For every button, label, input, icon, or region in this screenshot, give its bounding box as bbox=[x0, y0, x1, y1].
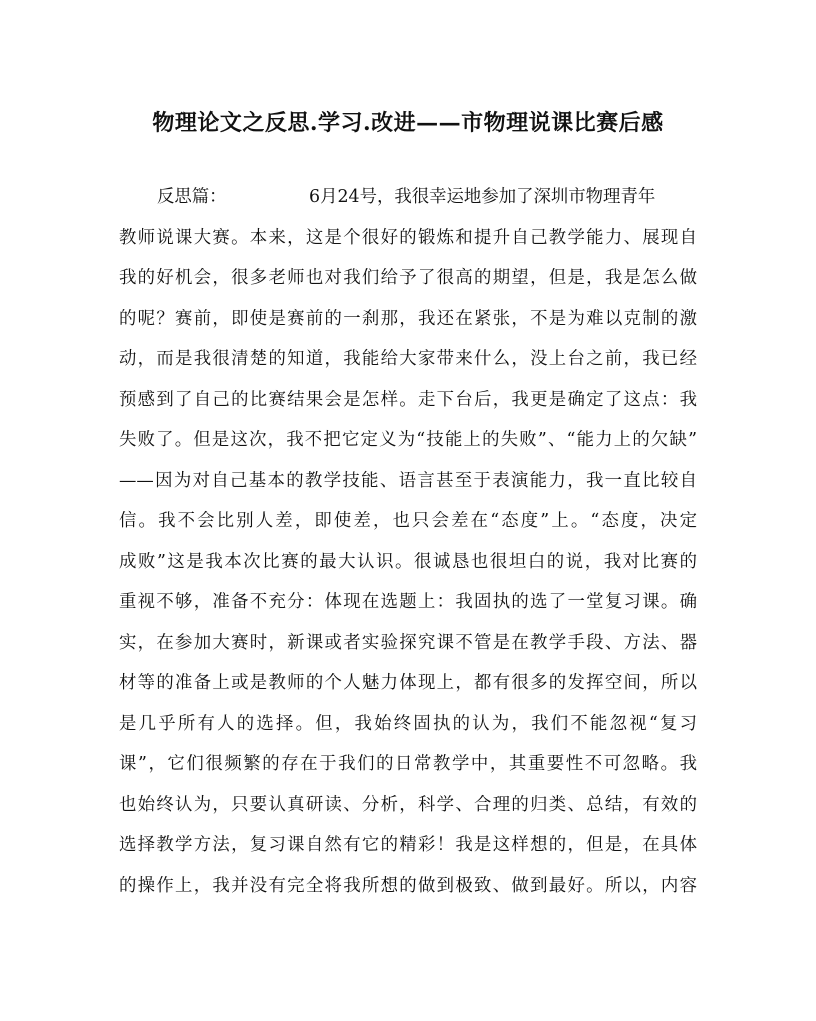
document-title: 物理论文之反思.学习.改进——市物理说课比赛后感 bbox=[152, 110, 664, 136]
paragraph-line: 教师说课大赛。本来，这是个很好的锻炼和提升自己教学能力、展现自 bbox=[119, 227, 697, 248]
paragraph-line: 我的好机会，很多老师也对我们给予了很高的期望，但是，我是怎么做 bbox=[119, 268, 697, 288]
paragraph-line: 成败”这是我本次比赛的最大认识。很诚恳也很坦白的说，我对比赛的 bbox=[119, 551, 697, 572]
paragraph-line: ——因为对自己基本的教学技能、语言甚至于表演能力，我一直比较自 bbox=[119, 470, 697, 491]
paragraph-line: 信。我不会比别人差，即使差，也只会差在“态度”上。“态度，决定 bbox=[119, 511, 697, 531]
paragraph-line: 是几乎所有人的选择。但，我始终固执的认为，我们不能忽视“复习 bbox=[119, 713, 697, 734]
paragraph-line bbox=[157, 179, 697, 215]
paragraph-line-text: 6月24号，我很幸运地参加了深圳市物理青年 bbox=[309, 187, 656, 207]
paragraph-line: 动，而是我很清楚的知道，我能给大家带来什么，没上台之前，我已经 bbox=[119, 349, 697, 369]
paragraph-line: 课”，它们很频繁的存在于我们的日常教学中，其重要性不可忽略。我 bbox=[119, 754, 697, 774]
paragraph-line: 材等的准备上或是教师的个人魅力体现上，都有很多的发挥空间，所以 bbox=[119, 673, 697, 693]
paragraph-line: 重视不够，准备不充分：体现在选题上：我固执的选了一堂复习课。确 bbox=[119, 592, 697, 612]
paragraph-line: 失败了。但是这次，我不把它定义为“技能上的失败”、“能力上的欠缺” bbox=[119, 430, 697, 450]
section-label: 反思篇： bbox=[157, 187, 227, 207]
paragraph-line: 实，在参加大赛时，新课或者实验探究课不管是在教学手段、方法、器 bbox=[119, 632, 697, 653]
paragraph-line: 选择教学方法，复习课自然有它的精彩！我是这样想的，但是，在具体 bbox=[119, 835, 697, 855]
paragraph-line: 也始终认为，只要认真研读、分析，科学、合理的归类、总结，有效的 bbox=[119, 794, 697, 815]
paragraph-line: 的呢？赛前，即使是赛前的一刹那，我还在紧张，不是为难以克制的激 bbox=[119, 308, 697, 329]
paragraph-line: 的操作上，我并没有完全将我所想的做到极致、做到最好。所以，内容 bbox=[119, 875, 697, 896]
paragraph-line: 预感到了自己的比赛结果会是怎样。走下台后，我更是确定了这点：我 bbox=[119, 389, 697, 410]
